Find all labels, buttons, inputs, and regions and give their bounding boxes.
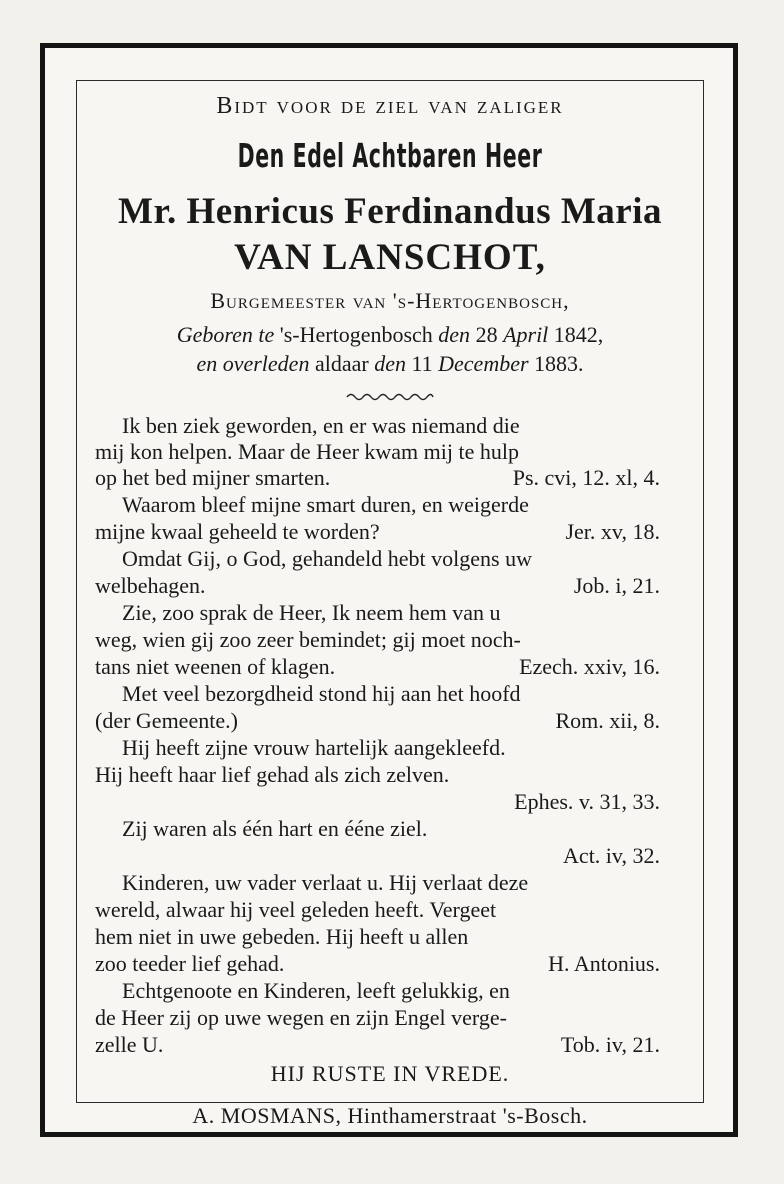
verse-line: (der Gemeente.) bbox=[95, 708, 238, 733]
verse-line: Hij heeft zijne vrouw hartelijk aangekleefd. bbox=[122, 735, 506, 760]
birth-line: Geboren te 's-Hertogenbosch den 28 April 1842, bbox=[176, 322, 604, 347]
verse-line: op het bed mijner smarten. bbox=[95, 465, 331, 490]
verse-line: Ik ben ziek geworden, en er was niemand die bbox=[122, 413, 520, 438]
verse-reference: Rom. xii, 8. bbox=[555, 708, 660, 733]
verse-line: welbehagen. bbox=[95, 573, 206, 598]
verse-reference: Ephes. v. 31, 33. bbox=[514, 789, 660, 814]
verse-line: hem niet in uwe gebeden. Hij heeft u allen bbox=[95, 924, 469, 949]
verse-line: Omdat Gij, o God, gehandeld hebt volgens uw bbox=[122, 546, 532, 571]
verse-line: Echtgenoote en Kinderen, leeft gelukkig, en bbox=[122, 978, 510, 1003]
death-line: en overleden aldaar den 11 December 1883. bbox=[196, 351, 584, 376]
verse-line: zelle U. bbox=[95, 1032, 164, 1057]
verse-line: weg, wien gij zoo zeer bemindet; gij moet noch- bbox=[95, 627, 521, 652]
printer-imprint: A. MOSMANS, Hinthamerstraat 's-Bosch. bbox=[192, 1103, 588, 1128]
rest-in-peace: HIJ RUSTE IN VREDE. bbox=[270, 1061, 510, 1086]
verse-line: wereld, alwaar hij veel geleden heeft. Vergeet bbox=[95, 897, 497, 922]
prayer-heading: Bidt voor de ziel van zaliger bbox=[216, 93, 564, 119]
ornamental-divider bbox=[76, 390, 704, 409]
verse-line: tans niet weenen of klagen. bbox=[95, 654, 336, 679]
verse-reference: Ps. cvi, 12. xl, 4. bbox=[512, 465, 660, 490]
verse-reference: Act. iv, 32. bbox=[563, 843, 660, 868]
office-title: Burgemeester van 's-Hertogenbosch, bbox=[210, 288, 570, 313]
deceased-name-surname: VAN LANSCHOT, bbox=[234, 237, 546, 278]
verse-line: Hij heeft haar lief gehad als zich zelven. bbox=[95, 762, 450, 787]
verse-line: Zij waren als één hart en ééne ziel. bbox=[122, 816, 428, 841]
verse-reference: Jer. xv, 18. bbox=[565, 519, 660, 544]
verse-line: Waarom bleef mijne smart duren, en weigerde bbox=[122, 492, 529, 517]
verse-line: Met veel bezorgdheid stond hij aan het hoofd bbox=[122, 681, 521, 706]
verse-reference: Ezech. xxiv, 16. bbox=[519, 654, 660, 679]
honorific-line: Den Edel Achtbaren Heer bbox=[237, 136, 543, 175]
verse-reference: Job. i, 21. bbox=[573, 573, 660, 598]
verse-line: Zie, zoo sprak de Heer, Ik neem hem van u bbox=[122, 600, 501, 625]
verse-reference: H. Antonius. bbox=[548, 951, 660, 976]
verse-line: de Heer zij op uwe wegen en zijn Engel verge- bbox=[95, 1005, 507, 1030]
verse-line: zoo teeder lief gehad. bbox=[95, 951, 285, 976]
verse-line: mij kon helpen. Maar de Heer kwam mij te hulp bbox=[95, 439, 519, 464]
verse-line: Kinderen, uw vader verlaat u. Hij verlaat deze bbox=[122, 870, 529, 895]
verse-line: mijne kwaal geheeld te worden? bbox=[95, 519, 380, 544]
deceased-name-first: Mr. Henricus Ferdinandus Maria bbox=[118, 191, 662, 232]
verse-reference: Tob. iv, 21. bbox=[560, 1032, 660, 1057]
